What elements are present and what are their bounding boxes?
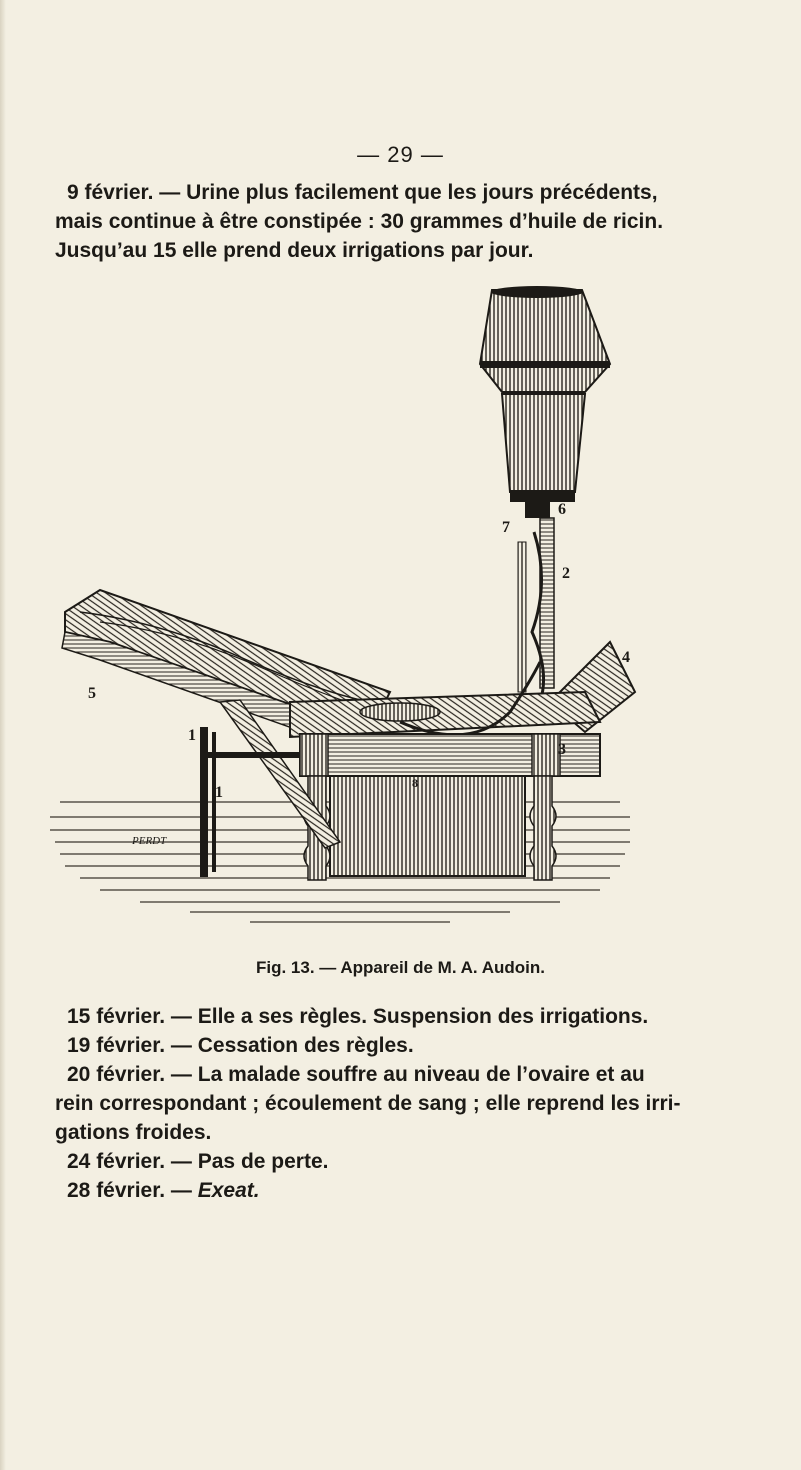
entry-line <box>55 1176 755 1205</box>
label-6: 6 <box>558 501 566 518</box>
engraver-signature: PERDT <box>132 835 167 847</box>
diary-entries <box>55 1002 755 1205</box>
entry-24-fevrier <box>55 1147 755 1176</box>
paragraph-line: Jusqu’au 15 elle prend deux irrigations par jour. <box>55 239 534 262</box>
label-1-upper: 1 <box>188 727 196 744</box>
entry-prefix: 28 février. — <box>67 1179 198 1202</box>
paragraph-line: 9 février. — Urine plus facilement que les jours précédents, <box>67 181 658 204</box>
label-5: 5 <box>88 685 96 702</box>
entry-line: 15 février. — Elle a ses règles. Suspension des irrigations. <box>67 1005 649 1028</box>
entry-line: 20 février. — La malade souffre au niveau de l’ovaire et au <box>67 1063 645 1086</box>
reservoir-vessel <box>480 286 610 502</box>
label-7: 7 <box>502 519 510 536</box>
page-number: — 29 — <box>357 142 444 167</box>
entry-20-fevrier <box>55 1060 755 1147</box>
label-8: 8 <box>412 776 418 790</box>
entry-exeat: Exeat. <box>197 1179 260 1202</box>
entry-15-fevrier <box>55 1002 755 1031</box>
label-3: 3 <box>558 741 566 758</box>
entry-28-fevrier <box>55 1176 755 1205</box>
entry-line: 24 février. — Pas de perte. <box>67 1150 329 1173</box>
entry-line: gations froides. <box>55 1121 212 1144</box>
entry-19-fevrier <box>55 1031 755 1060</box>
entry-line: 19 février. — Cessation des règles. <box>67 1034 414 1057</box>
table-frame <box>300 734 600 776</box>
figure-apparatus-illustration <box>40 282 640 942</box>
apparatus-engraving <box>40 282 640 942</box>
label-2: 2 <box>562 565 570 582</box>
entry-line: rein correspondant ; écoulement de sang ; elle reprend les irri- <box>55 1092 681 1115</box>
collecting-basin <box>330 776 525 876</box>
label-1-lower: 1 <box>215 784 223 801</box>
label-4: 4 <box>622 649 630 666</box>
paragraph-1 <box>55 178 755 265</box>
figure-caption: Fig. 13. — Appareil de M. A. Audoin. <box>255 958 546 977</box>
page-edge <box>0 0 6 1470</box>
paragraph-line: mais continue à être constipée : 30 grammes d’huile de ricin. <box>55 210 664 233</box>
